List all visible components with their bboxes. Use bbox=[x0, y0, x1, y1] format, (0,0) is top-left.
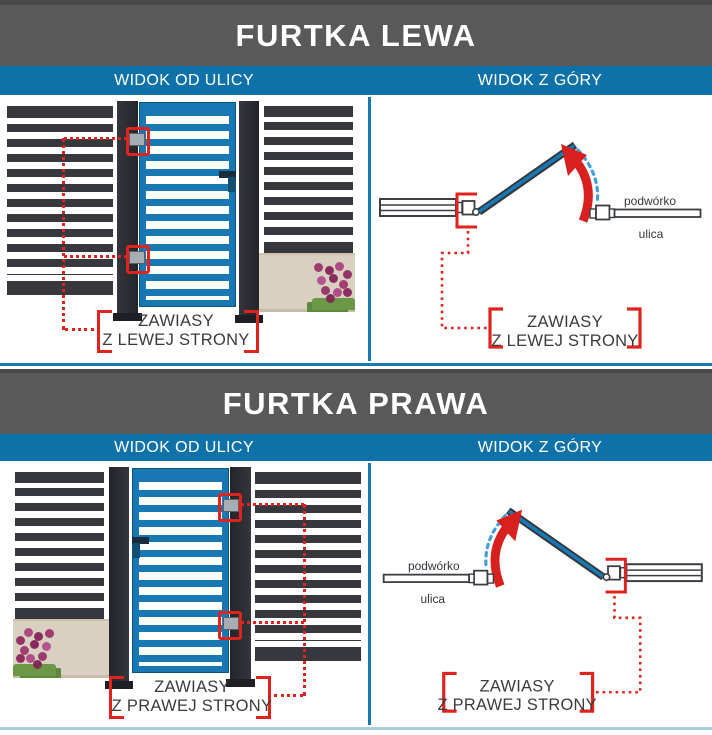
hinge-leader-vertical bbox=[62, 138, 65, 330]
section-furtka-lewa bbox=[0, 0, 712, 366]
section-header bbox=[0, 0, 712, 66]
hinge-caption-line2: Z PRAWEJ STRONY bbox=[437, 696, 597, 715]
hinge-caption-line2: Z LEWEJ STRONY bbox=[102, 331, 250, 349]
hinge-caption-line2: Z LEWEJ STRONY bbox=[491, 332, 639, 350]
right-fence-slats bbox=[15, 488, 104, 609]
top-view-label: WIDOK Z GÓRY bbox=[477, 71, 603, 89]
view-bar bbox=[0, 66, 712, 95]
section-content bbox=[0, 461, 712, 730]
section-title: FURTKA PRAWA bbox=[222, 385, 490, 421]
right-fence-bottom-rail bbox=[15, 609, 104, 619]
right-fence-top-rail bbox=[15, 472, 104, 483]
gate-lock bbox=[228, 177, 235, 192]
top-view-label: WIDOK Z GÓRY bbox=[477, 438, 603, 456]
gate-lock bbox=[133, 543, 140, 558]
gate-leaf bbox=[140, 103, 235, 306]
street-view-label: WIDOK OD ULICY bbox=[114, 71, 254, 89]
hinge-leader-top bbox=[64, 137, 127, 140]
street-view-label: WIDOK OD ULICY bbox=[114, 438, 254, 456]
hinge-leader-top bbox=[241, 503, 304, 506]
yard-label: podwórko bbox=[623, 194, 677, 208]
bottom-hinge-marker bbox=[218, 611, 242, 640]
flower-bush bbox=[12, 627, 56, 671]
view-bar bbox=[0, 434, 712, 461]
hinge-caption-line1: ZAWIASY bbox=[527, 313, 603, 331]
hinge-caption-line1: ZAWIASY bbox=[154, 678, 230, 696]
top-view-panel bbox=[371, 461, 712, 727]
street-label: ulica bbox=[638, 227, 664, 241]
hinge-caption bbox=[76, 312, 276, 350]
street-view-panel bbox=[0, 461, 368, 727]
latch-side-post bbox=[239, 101, 259, 315]
top-view-diagram bbox=[371, 461, 712, 727]
hinge-caption-line1: ZAWIASY bbox=[479, 677, 555, 696]
hinge-leader-bottom bbox=[241, 621, 304, 624]
right-fence-slats bbox=[264, 122, 353, 243]
hinge-leader-vertical bbox=[303, 504, 306, 696]
right-fence-top-rail bbox=[264, 106, 353, 117]
section-title: FURTKA LEWA bbox=[235, 17, 477, 53]
flower-blossoms bbox=[314, 263, 323, 272]
top-view-panel bbox=[371, 95, 712, 363]
hinge-leader-bottom bbox=[64, 255, 127, 258]
street-view-panel bbox=[0, 95, 368, 363]
latch-side-post bbox=[109, 467, 129, 681]
hinge-caption-line2: Z PRAWEJ STRONY bbox=[111, 697, 273, 715]
bottom-hinge-marker bbox=[126, 245, 150, 274]
right-fence-bottom-rail bbox=[264, 243, 353, 253]
section-header bbox=[0, 369, 712, 434]
top-hinge-marker bbox=[126, 127, 150, 156]
flower-blossoms bbox=[45, 629, 54, 638]
flower-bush bbox=[312, 261, 356, 305]
left-fence-slats bbox=[7, 124, 113, 275]
section-content bbox=[0, 95, 712, 366]
top-hinge-marker bbox=[218, 493, 242, 522]
hinge-caption-line1: ZAWIASY bbox=[138, 312, 214, 330]
left-fence-top-rail bbox=[7, 106, 113, 118]
left-fence-slats bbox=[255, 490, 361, 641]
left-fence-bottom-rail bbox=[255, 647, 361, 661]
top-view-diagram bbox=[371, 95, 712, 363]
gate-leaf bbox=[133, 469, 228, 672]
left-fence-bottom-rail bbox=[7, 281, 113, 295]
left-fence-top-rail bbox=[255, 472, 361, 484]
yard-label: podwórko bbox=[407, 559, 460, 574]
hinge-caption bbox=[92, 678, 292, 716]
section-furtka-prawa bbox=[0, 369, 712, 730]
street-label: ulica bbox=[420, 591, 446, 606]
